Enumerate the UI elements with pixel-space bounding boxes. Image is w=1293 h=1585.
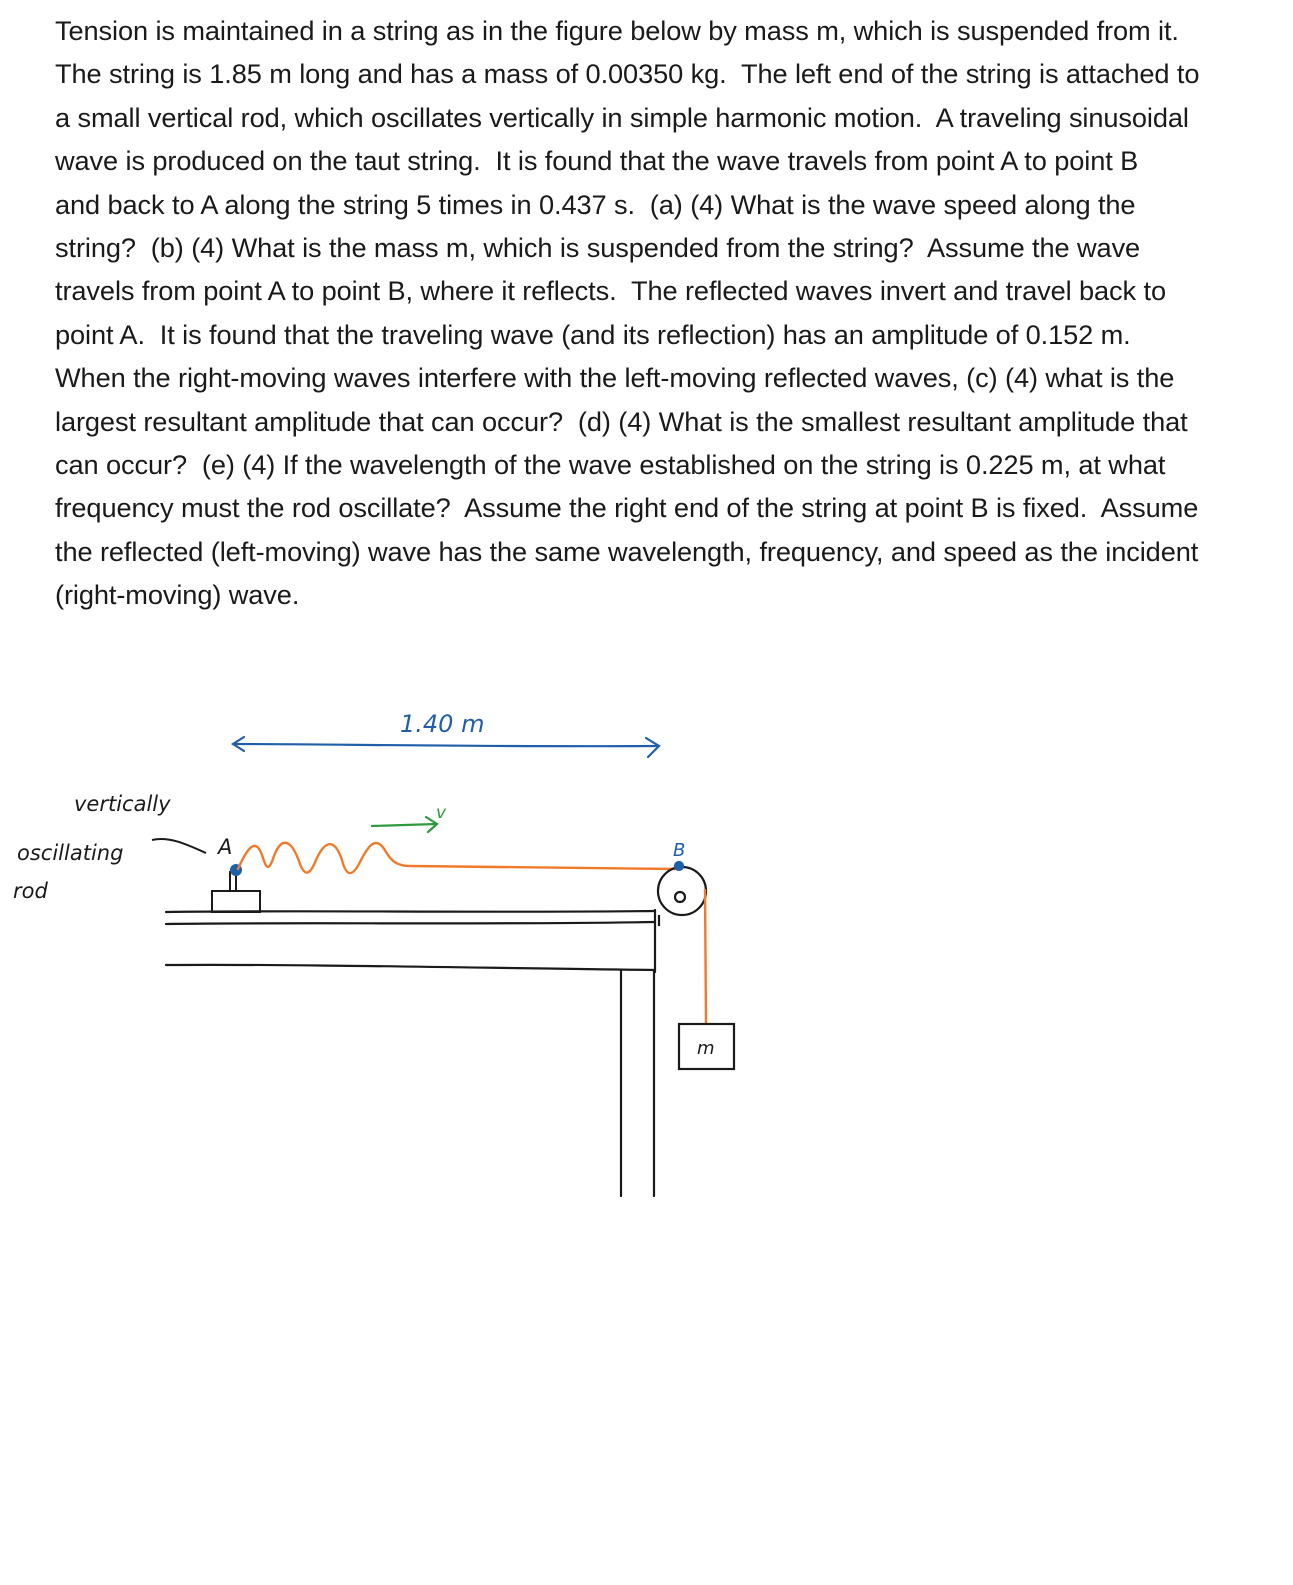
rod-label-line1: vertically: [74, 792, 171, 816]
rod-pointer-line: [152, 839, 206, 853]
velocity-label: v: [436, 803, 447, 823]
hanging-string: [705, 889, 706, 1024]
pulley: [658, 862, 706, 926]
point-b-label: B: [673, 840, 686, 861]
rod-label-line2: oscillating: [17, 841, 124, 865]
oscillator-rod: [212, 865, 260, 912]
string-wave-figure: [0, 690, 760, 1210]
point-a-label: A: [218, 835, 233, 859]
string-wave: [238, 843, 675, 873]
velocity-arrow: [372, 817, 437, 832]
mass-label: m: [697, 1038, 715, 1059]
problem-text: Tension is maintained in a string as in the figure below by mass m, which is suspended from it. The string is 1.85 m long and has a mass of 0.00350 kg. The left end of the string is attached to a small vertical rod, which oscillates vertically in simple harmonic motion. A traveling sinusoidal wave is produced on the taut string. It is found that the wave travels from point A to point B and back to A along the string 5 times in 0.437 s. (a) (4) What is the wave speed along the string? (b) (4) What is the mass m, which is suspended from the string? Assume the wave travels from point A to point B, where it reflects. The reflected waves invert and travel back to point A. It is found that the traveling wave (and its reflection) has an amplitude of 0.152 m. When the right-moving waves interfere with the left-moving reflected waves, (c) (4) what is the largest resultant amplitude that can occur? (d) (4) What is the smallest resultant amplitude that can occur? (e) (4) If the wavelength of the wave established on the string is 0.225 m, at what frequency must the rod oscillate? Assume the right end of the string at point B is fixed. Assume the reflected (left-moving) wave has the same wavelength, frequency, and speed as the incident (right-moving) wave.: [55, 15, 1200, 611]
rod-label-line3: rod: [13, 879, 48, 903]
dimension-arrow: [233, 737, 659, 757]
distance-label: 1.40 m: [400, 710, 485, 738]
table: [166, 910, 655, 1196]
